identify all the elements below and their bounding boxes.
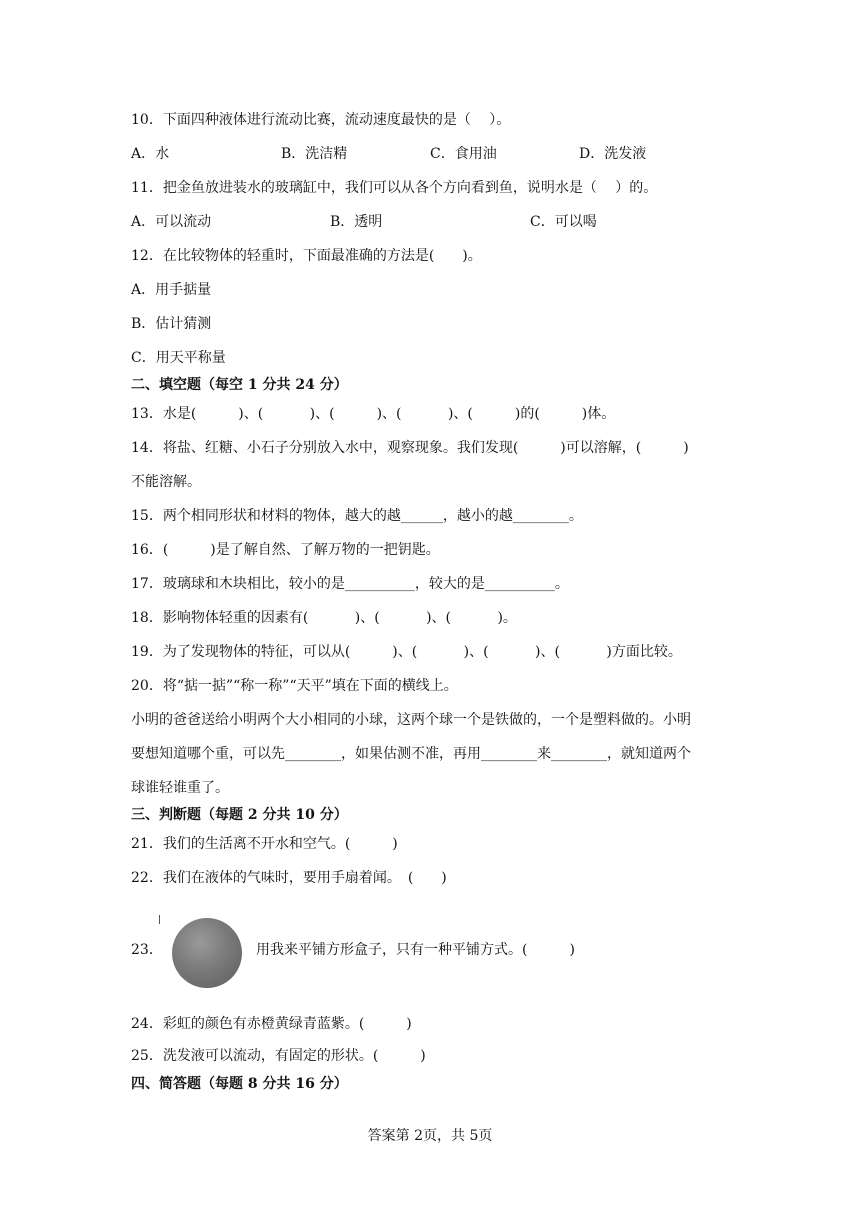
question-20-passage-line-1: 小明的爸爸送给小明两个大小相同的小球，这两个球一个是铁做的，一个是塑料做的。小明 (131, 712, 691, 728)
question-15: 15．两个相同形状和材料的物体，越大的越______，越小的越________。 (131, 508, 583, 524)
question-25: 25．洗发液可以流动，有固定的形状。( ) (131, 1048, 426, 1064)
page-footer: 答案第 2页，共 5页 (367, 1128, 493, 1144)
option-10-c: C．食用油 (430, 146, 497, 162)
section-heading-true-false: 三、判断题（每题 2 分共 10 分） (131, 807, 348, 823)
section-heading-fill-blank: 二、填空题（每空 1 分共 24 分） (131, 377, 348, 393)
question-10: 10．下面四种液体进行流动比赛，流动速度最快的是（ ）。 (131, 112, 511, 128)
section-heading-short-answer: 四、简答题（每题 8 分共 16 分） (131, 1076, 348, 1092)
question-20-passage-line-3: 球谁轻谁重了。 (131, 780, 229, 796)
question-16: 16．( )是了解自然、了解万物的一把钥匙。 (131, 542, 440, 558)
question-12: 12．在比较物体的轻重时，下面最准确的方法是( )。 (131, 248, 482, 264)
question-11: 11．把金鱼放进装水的玻璃缸中，我们可以从各个方向看到鱼，说明水是（ ）的。 (131, 180, 658, 196)
question-14-line-2: 不能溶解。 (131, 474, 201, 490)
option-12-a: A．用手掂量 (131, 282, 212, 298)
option-12-b: B．估计猜测 (131, 316, 212, 332)
question-20: 20．将“掂一掂”“称一称”“天平”填在下面的横线上。 (131, 678, 458, 694)
option-10-a: A．水 (131, 146, 170, 162)
question-23-number: 23． (131, 942, 163, 958)
question-14-line-1: 14．将盐、红糖、小石子分别放入水中，观察现象。我们发现( )可以溶解，( ) (131, 440, 689, 456)
option-11-a: A．可以流动 (131, 214, 212, 230)
option-11-c: C．可以喝 (530, 214, 597, 230)
question-17: 17．玻璃球和木块相比，较小的是__________，较大的是__________。 (131, 576, 569, 592)
option-12-c: C．用天平称量 (131, 350, 226, 366)
sphere-image (172, 918, 242, 988)
question-24: 24．彩虹的颜色有赤橙黄绿青蓝紫。( ) (131, 1016, 412, 1032)
option-11-b: B．透明 (330, 214, 383, 230)
question-23-text: 用我来平铺方形盒子，只有一种平铺方式。( ) (256, 942, 575, 958)
question-22: 22．我们在液体的气味时，要用手扇着闻。 ( ) (131, 870, 447, 886)
option-10-b: B．洗洁精 (281, 146, 348, 162)
question-21: 21．我们的生活离不开水和空气。( ) (131, 836, 398, 852)
image-marker (159, 915, 160, 924)
option-10-d: D．洗发液 (579, 146, 647, 162)
question-20-passage-line-2: 要想知道哪个重，可以先________，如果估测不准，再用________来________，就知道两个 (131, 746, 691, 762)
question-18: 18．影响物体轻重的因素有( )、( )、( )。 (131, 610, 517, 626)
question-19: 19．为了发现物体的特征，可以从( )、( )、( )、( )方面比较。 (131, 644, 682, 660)
question-13: 13．水是( )、( )、( )、( )、( )的( )体。 (131, 406, 616, 422)
